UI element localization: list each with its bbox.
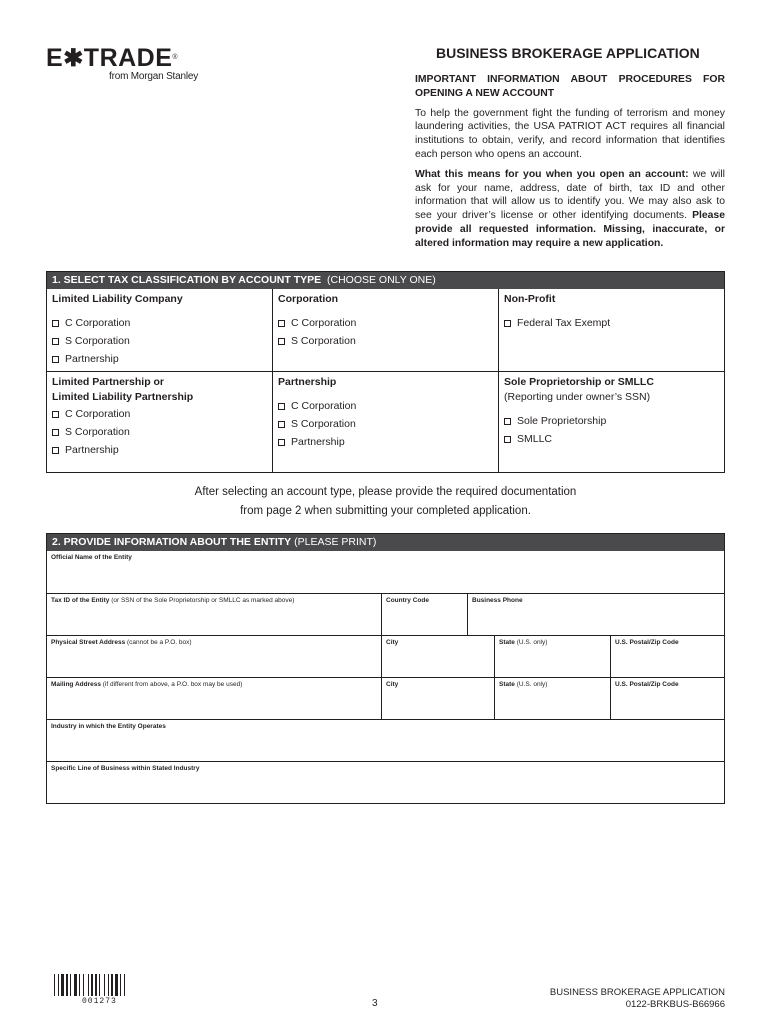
partnership-heading: Partnership [278, 376, 337, 388]
mailing-zip-field[interactable]: U.S. Postal/Zip Code [615, 681, 679, 688]
row-specific-line [47, 761, 724, 803]
footer-form-info [500, 987, 725, 1011]
llc-partnership-checkbox[interactable]: Partnership [52, 350, 267, 368]
sole-proprietorship-subheading: (Reporting under owner’s SSN) [504, 391, 651, 403]
federal-tax-exempt-checkbox[interactable]: Federal Tax Exempt [504, 314, 719, 332]
footer-form-title: BUSINESS BROKERAGE APPLICATION [549, 987, 725, 998]
checkbox-icon[interactable] [52, 447, 59, 454]
page-number: 3 [372, 998, 378, 1009]
llc-column [47, 289, 273, 371]
checkbox-icon[interactable] [278, 439, 285, 446]
what-this-means-paragraph: What this means for you when you open an account: we will ask for your name, address, date of birth, tax ID and other information that will allow us to identify you. We may also ask to see your driver’s license or other identifying documents. Please provide all requested information. Missing, inaccurate, or altered information may require a new application. [415, 168, 725, 249]
llc-c-corporation-checkbox[interactable]: C Corporation [52, 314, 267, 332]
business-phone-field[interactable]: Business Phone [472, 597, 523, 604]
barcode-number: 001273 [82, 997, 117, 1006]
partnership-s-corporation-checkbox[interactable]: S Corporation [278, 415, 493, 433]
nonprofit-column [499, 289, 724, 371]
checkbox-icon[interactable] [52, 338, 59, 345]
smllc-checkbox[interactable]: SMLLC [504, 430, 719, 448]
industry-field[interactable]: Industry in which the Entity Operates [51, 723, 166, 730]
important-info [415, 73, 725, 257]
physical-zip-field[interactable]: U.S. Postal/Zip Code [615, 639, 679, 646]
logo-wordmark: E✱TRADE® [46, 44, 179, 72]
barcode-image [54, 974, 146, 996]
physical-city-field[interactable]: City [382, 636, 495, 677]
lp-s-corporation-checkbox[interactable]: S Corporation [52, 423, 267, 441]
lp-heading-line1: Limited Partnership or [52, 376, 165, 388]
llc-heading: Limited Liability Company [52, 293, 183, 305]
llc-s-corporation-checkbox[interactable]: S Corporation [52, 332, 267, 350]
note-line-2: from page 2 when submitting your completed application. [240, 505, 531, 517]
physical-address-field[interactable]: Physical Street Address (cannot be a P.O. box) [47, 636, 382, 677]
partnership-c-corporation-checkbox[interactable]: C Corporation [278, 397, 493, 415]
tax-classification-row-2 [47, 371, 724, 472]
checkbox-icon[interactable] [278, 421, 285, 428]
checkbox-icon[interactable] [52, 411, 59, 418]
country-code-field[interactable]: Country Code [382, 594, 468, 635]
nonprofit-heading: Non-Profit [504, 293, 556, 305]
note-line-1: After selecting an account type, please provide the required documentation [194, 486, 577, 498]
corporation-column [273, 289, 499, 371]
corporation-heading: Corporation [278, 293, 339, 305]
checkbox-icon[interactable] [52, 356, 59, 363]
etrade-logo [46, 44, 206, 84]
patriot-act-paragraph: To help the government fight the funding of terrorism and money laundering activities, the USA PATRIOT ACT requires all financial institutions to obtain, verify, and record information that identifies each person who opens an account. [415, 107, 725, 160]
checkbox-icon[interactable] [278, 403, 285, 410]
row-tax-id [47, 593, 724, 635]
sole-proprietorship-checkbox[interactable]: Sole Proprietorship [504, 412, 719, 430]
document-title: BUSINESS BROKERAGE APPLICATION [436, 45, 700, 61]
documentation-note [46, 483, 725, 521]
section-entity-information [46, 533, 725, 804]
corp-c-corporation-checkbox[interactable]: C Corporation [278, 314, 493, 332]
sole-proprietorship-column [499, 372, 724, 472]
physical-state-field[interactable]: State (U.S. only) [495, 636, 611, 677]
tax-classification-row-1 [47, 289, 724, 371]
row-official-name [47, 551, 724, 593]
checkbox-icon[interactable] [278, 338, 285, 345]
sole-proprietorship-heading: Sole Proprietorship or SMLLC [504, 376, 654, 388]
official-name-field[interactable]: Official Name of the Entity [51, 554, 132, 561]
lp-heading-line2: Limited Liability Partnership [52, 391, 194, 403]
partnership-column [273, 372, 499, 472]
row-mailing-address [47, 677, 724, 719]
checkbox-icon[interactable] [504, 320, 511, 327]
lp-column [47, 372, 273, 472]
lp-c-corporation-checkbox[interactable]: C Corporation [52, 405, 267, 423]
section2-header: 2. PROVIDE INFORMATION ABOUT THE ENTITY (PLEASE PRINT) [47, 534, 724, 551]
section1-header: 1. SELECT TAX CLASSIFICATION BY ACCOUNT TYPE (CHOOSE ONLY ONE) [47, 272, 724, 289]
partnership-partnership-checkbox[interactable]: Partnership [278, 433, 493, 451]
checkbox-icon[interactable] [504, 418, 511, 425]
row-industry [47, 719, 724, 761]
lp-partnership-checkbox[interactable]: Partnership [52, 441, 267, 459]
checkbox-icon[interactable] [278, 320, 285, 327]
row-physical-address [47, 635, 724, 677]
logo-subtitle: from Morgan Stanley [109, 71, 199, 82]
star-icon: ✱ [63, 45, 84, 72]
mailing-state-field[interactable]: State (U.S. only) [495, 678, 611, 719]
specific-line-field[interactable]: Specific Line of Business within Stated Industry [51, 765, 200, 772]
checkbox-icon[interactable] [52, 429, 59, 436]
checkbox-icon[interactable] [52, 320, 59, 327]
tax-id-field[interactable]: Tax ID of the Entity (or SSN of the Sole Proprietorship or SMLLC as marked above) [47, 594, 382, 635]
corp-s-corporation-checkbox[interactable]: S Corporation [278, 332, 493, 350]
checkbox-icon[interactable] [504, 436, 511, 443]
section-tax-classification [46, 271, 725, 473]
footer-form-code: 0122-BRKBUS-B66966 [625, 999, 725, 1010]
mailing-city-field[interactable]: City [382, 678, 495, 719]
important-heading: IMPORTANT INFORMATION ABOUT PROCEDURES FOR OPENING A NEW ACCOUNT [415, 74, 725, 99]
mailing-address-field[interactable]: Mailing Address (if different from above, a P.O. box may be used) [47, 678, 382, 719]
